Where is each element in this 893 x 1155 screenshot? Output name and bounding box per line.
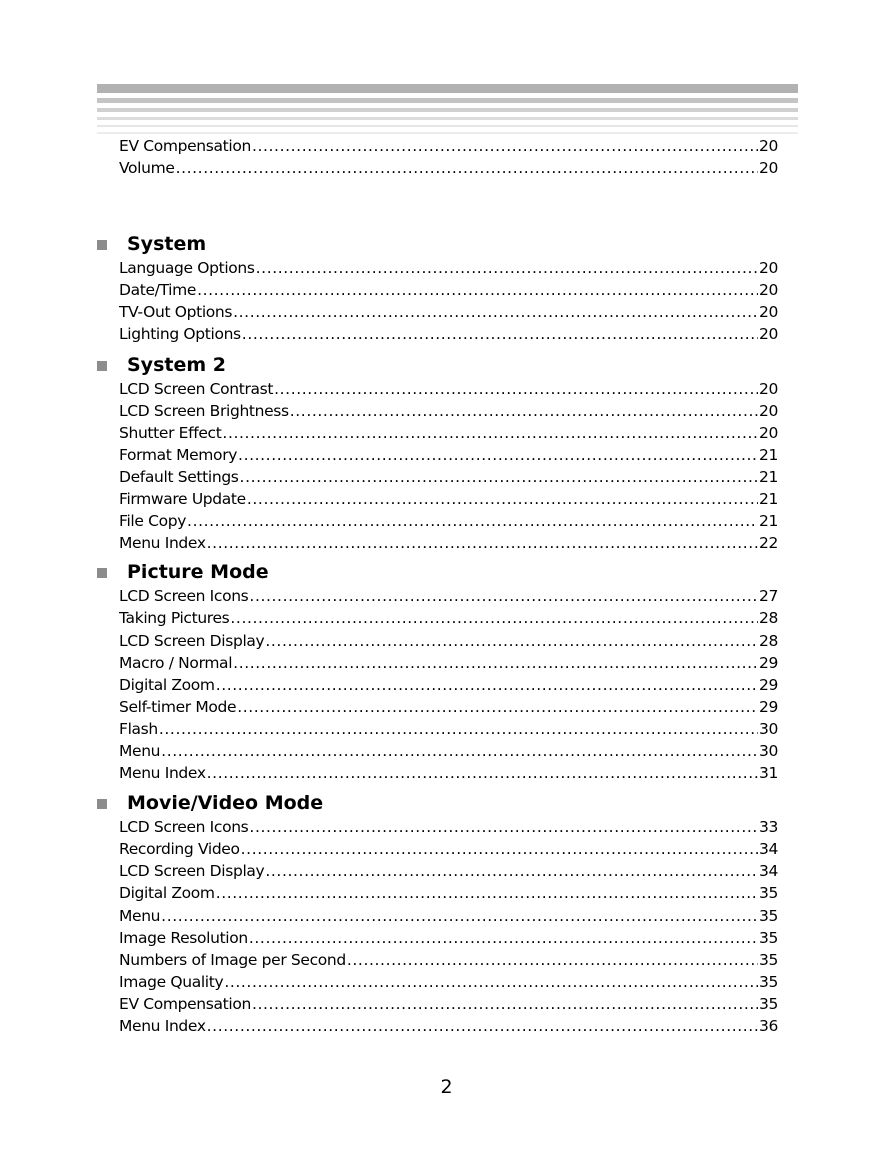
toc-entry[interactable] <box>119 585 778 607</box>
toc-entry[interactable] <box>119 378 778 400</box>
toc-entry[interactable] <box>119 816 778 838</box>
toc-entry-label: Image Quality <box>119 972 224 991</box>
toc-entry-label: Date/Time <box>119 281 197 300</box>
dot-leader <box>249 927 758 949</box>
toc-entry-page: 20 <box>758 379 778 398</box>
toc-entry-label: Shutter Effect <box>119 423 222 442</box>
toc-section <box>97 352 781 555</box>
dot-leader <box>159 718 758 740</box>
toc-entry-label: Recording Video <box>119 840 240 859</box>
toc-entry-page: 20 <box>758 281 778 300</box>
toc-entry-label: File Copy <box>119 512 187 531</box>
toc-entry[interactable] <box>119 882 778 904</box>
toc-entry[interactable] <box>119 993 778 1015</box>
toc-entry-page: 35 <box>758 950 778 969</box>
toc-entry-page: 35 <box>758 928 778 947</box>
toc-entry-label: Menu Index <box>119 1017 206 1035</box>
toc-entry-label: Flash <box>119 719 158 738</box>
dot-leader <box>207 762 758 784</box>
toc-entry[interactable] <box>119 135 778 157</box>
section-heading[interactable] <box>97 231 781 257</box>
toc-entry-label: Numbers of Image per Second <box>119 950 346 969</box>
toc-entry-page: 21 <box>758 512 778 531</box>
section-heading[interactable] <box>97 352 781 378</box>
dot-leader <box>265 630 758 652</box>
toc-entry-page: 33 <box>758 818 778 837</box>
toc-section <box>97 559 781 784</box>
toc-entry[interactable] <box>119 422 778 444</box>
section-title: Picture Mode <box>127 561 269 584</box>
dot-leader <box>247 488 758 510</box>
dot-leader <box>249 585 758 607</box>
toc-entry[interactable] <box>119 927 778 949</box>
dot-leader <box>240 466 758 488</box>
dot-leader <box>197 279 758 301</box>
toc-entry-label: LCD Screen Display <box>119 862 265 881</box>
section-title: Movie/Video Mode <box>127 792 324 815</box>
toc-entry-label: Default Settings <box>119 467 239 486</box>
toc-section <box>97 231 781 345</box>
square-bullet-icon <box>97 799 107 809</box>
toc-entry[interactable] <box>119 740 778 762</box>
toc-entry[interactable] <box>119 905 778 927</box>
dot-leader <box>256 257 758 279</box>
dot-leader <box>252 993 758 1015</box>
dot-leader <box>249 816 758 838</box>
toc-entry-page: 36 <box>758 1017 778 1035</box>
toc-entry-label: Menu <box>119 741 161 760</box>
toc-entry-label: Digital Zoom <box>119 884 215 903</box>
toc-entry-label: EV Compensation <box>119 994 251 1013</box>
section-title: System <box>127 233 207 256</box>
dot-leader <box>237 696 758 718</box>
toc-entry[interactable] <box>119 301 778 323</box>
dot-leader <box>216 674 758 696</box>
toc-entry[interactable] <box>119 762 778 784</box>
toc-entry[interactable] <box>119 696 778 718</box>
toc-entry[interactable] <box>119 466 778 488</box>
toc-entry-page: 34 <box>758 840 778 859</box>
toc-entry-page: 28 <box>758 609 778 628</box>
toc-entry-label: Macro / Normal <box>119 653 233 672</box>
dot-leader <box>224 971 758 993</box>
toc-entry-page: 34 <box>758 862 778 881</box>
toc-entry-label: Language Options <box>119 259 255 278</box>
dot-leader <box>233 652 758 674</box>
toc-entry-label: LCD Screen Icons <box>119 818 249 837</box>
dot-leader <box>230 607 758 629</box>
toc-entry-label: Taking Pictures <box>119 609 230 628</box>
toc-entry-page: 29 <box>758 653 778 672</box>
dot-leader <box>242 323 758 345</box>
toc-entry-label: Lighting Options <box>119 325 241 344</box>
toc-entry-page: 31 <box>758 764 778 783</box>
toc-entry[interactable] <box>119 444 778 466</box>
dot-leader <box>222 422 758 444</box>
toc-entry-page: 30 <box>758 741 778 760</box>
toc-entry-page: 21 <box>758 445 778 464</box>
section-title: System 2 <box>127 353 226 376</box>
toc-entry-label: EV Compensation <box>119 137 251 155</box>
toc-entry-page: 30 <box>758 719 778 738</box>
toc-entry-page: 29 <box>758 697 778 716</box>
toc-entry-page: 22 <box>758 534 778 553</box>
dot-leader <box>176 157 758 179</box>
toc-entry[interactable] <box>119 323 778 345</box>
toc-entry[interactable] <box>119 1015 778 1037</box>
toc-entry-page: 20 <box>758 159 778 178</box>
continued-list <box>97 135 781 179</box>
toc-entry-label: LCD Screen Display <box>119 631 265 650</box>
toc-entry-label: LCD Screen Icons <box>119 587 249 606</box>
dot-leader <box>207 532 758 554</box>
square-bullet-icon <box>97 240 107 250</box>
toc-entry[interactable] <box>119 860 778 882</box>
section-heading[interactable] <box>97 790 781 816</box>
toc-entry[interactable] <box>119 652 778 674</box>
square-bullet-icon <box>97 568 107 578</box>
toc-entry-label: Self-timer Mode <box>119 697 237 716</box>
toc-entry-page: 35 <box>758 972 778 991</box>
toc-entry[interactable] <box>119 488 778 510</box>
toc-entry-label: Format Memory <box>119 445 238 464</box>
toc-entry-page: 20 <box>758 401 778 420</box>
dot-leader <box>233 301 758 323</box>
dot-leader <box>290 400 758 422</box>
toc-entry[interactable] <box>119 510 778 532</box>
toc-entry-page: 20 <box>758 325 778 344</box>
toc-entry[interactable] <box>119 157 778 179</box>
toc-entry-page: 35 <box>758 884 778 903</box>
toc-entry-label: Volume <box>119 159 175 178</box>
toc-entry[interactable] <box>119 971 778 993</box>
toc-entry-label: Menu Index <box>119 534 206 553</box>
page-number: 2 <box>440 1076 453 1098</box>
dot-leader <box>161 905 758 927</box>
toc-entry-page: 20 <box>758 137 778 155</box>
toc-entry-label: Image Resolution <box>119 928 248 947</box>
toc-entry-page: 28 <box>758 631 778 650</box>
dot-leader <box>241 838 758 860</box>
toc-entry-page: 35 <box>758 994 778 1013</box>
toc-entry-label: Firmware Update <box>119 490 246 509</box>
toc-entry-page: 20 <box>758 423 778 442</box>
table-of-contents <box>97 135 781 1037</box>
toc-entry[interactable] <box>119 630 778 652</box>
toc-entry-page: 35 <box>758 906 778 925</box>
dot-leader <box>274 378 758 400</box>
toc-entry[interactable] <box>119 674 778 696</box>
toc-section <box>97 790 781 1037</box>
toc-entry-label: LCD Screen Brightness <box>119 401 289 420</box>
toc-entry-page: 21 <box>758 490 778 509</box>
square-bullet-icon <box>97 361 107 371</box>
dot-leader <box>207 1015 758 1037</box>
dot-leader <box>187 510 758 532</box>
toc-entry-page: 29 <box>758 675 778 694</box>
toc-entry[interactable] <box>119 257 778 279</box>
toc-entry-page: 20 <box>758 303 778 322</box>
toc-entry[interactable] <box>119 949 778 971</box>
toc-entry-page: 27 <box>758 587 778 606</box>
toc-entry-label: TV-Out Options <box>119 303 233 322</box>
toc-entry[interactable] <box>119 718 778 740</box>
toc-entry[interactable] <box>119 532 778 554</box>
dot-leader <box>265 860 758 882</box>
toc-entry-page: 21 <box>758 467 778 486</box>
dot-leader <box>347 949 758 971</box>
toc-entry[interactable] <box>119 279 778 301</box>
toc-entry[interactable] <box>119 838 778 860</box>
toc-entry-label: LCD Screen Contrast <box>119 379 274 398</box>
toc-entry-label: Menu Index <box>119 764 206 783</box>
section-heading[interactable] <box>97 559 781 585</box>
toc-entry[interactable] <box>119 400 778 422</box>
toc-entry-label: Digital Zoom <box>119 675 215 694</box>
toc-entry[interactable] <box>119 607 778 629</box>
toc-sections <box>97 231 781 1037</box>
dot-leader <box>161 740 758 762</box>
toc-entry-label: Menu <box>119 906 161 925</box>
dot-leader <box>238 444 758 466</box>
toc-entry-page: 20 <box>758 259 778 278</box>
dot-leader <box>216 882 758 904</box>
dot-leader <box>252 135 758 157</box>
